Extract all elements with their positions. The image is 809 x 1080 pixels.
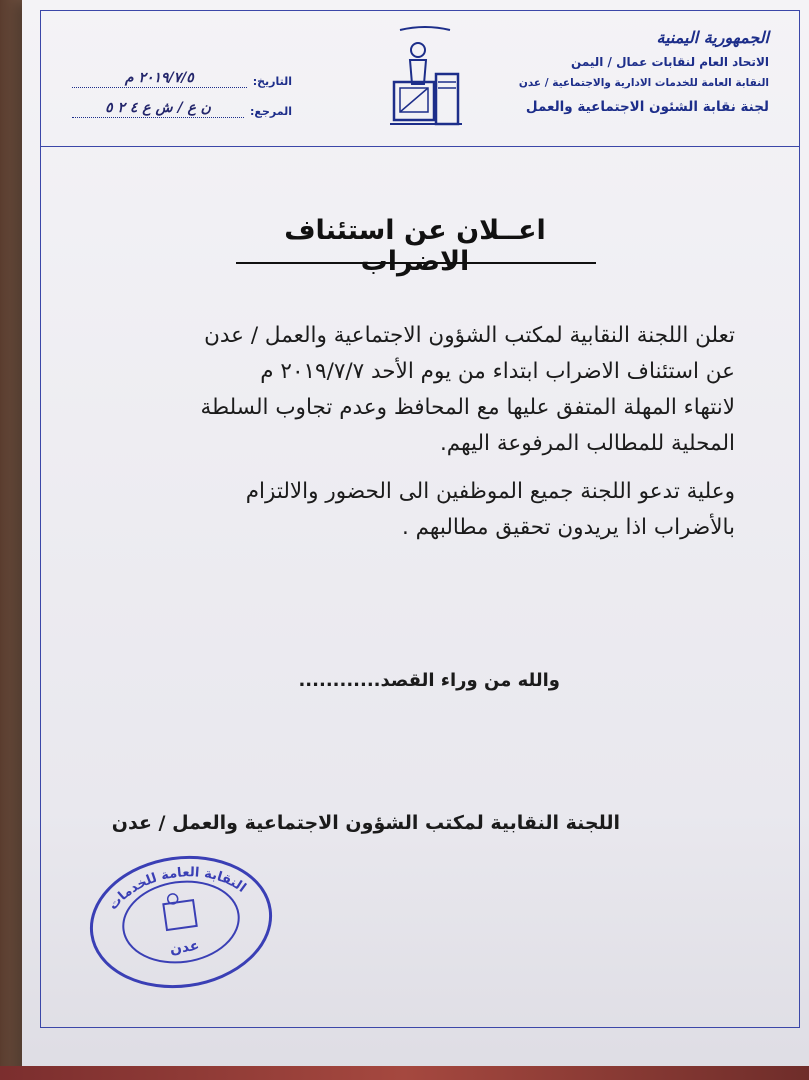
body-line: بالأضراب اذا يريدون تحقيق مطالبهم . [401, 515, 735, 540]
stamp-outer-text: النقابة العامة للخدمات [105, 865, 249, 914]
header-divider [40, 146, 800, 147]
union-general: النقابة العامة للخدمات الادارية والاجتماعية / عدن [518, 77, 769, 89]
title-underline [236, 262, 596, 264]
reference-label: المرجع: [250, 105, 292, 118]
letterhead-left [72, 58, 292, 118]
committee-name: لجنة نقابة الشئون الاجتماعية والعمل [525, 99, 769, 115]
reference-row [72, 88, 292, 118]
union-federation: الاتحاد العام لنقابات عمال / اليمن [571, 55, 769, 69]
body-line: المحلية للمطالب المرفوعة اليهم. [439, 431, 735, 456]
date-label: التاريخ: [252, 75, 292, 88]
body-line: وعلية تدعو اللجنة جميع الموظفين الى الحضور والالتزام [245, 479, 735, 504]
date-value: ٢٠١٩/٧/٥ م [72, 70, 247, 88]
announcement-title: اعــلان عن استئناف الاضراب [284, 215, 546, 277]
signature-line: اللجنة النقابية لمكتب الشؤون الاجتماعية والعمل / عدن [111, 812, 620, 834]
republic-name: الجمهورية اليمنية [656, 28, 769, 47]
closing-phrase: والله من وراء القصد............ [298, 670, 560, 691]
announcement-body [70, 318, 735, 546]
union-stamp [77, 839, 285, 1004]
body-line: لانتهاء المهلة المتفق عليها مع المحافظ وعدم تجاوب السلطة [200, 395, 735, 420]
background-strip [0, 1066, 809, 1080]
union-logo-icon [380, 22, 470, 132]
reference-value: ن ع / ش ع ٤ ٢ ٥ [72, 100, 244, 118]
letterhead-right [469, 28, 769, 115]
stamp-city: عدن [168, 937, 201, 958]
body-line: تعلن اللجنة النقابية لمكتب الشؤون الاجتماعية والعمل / عدن [204, 323, 735, 348]
body-line: عن استئناف الاضراب ابتداء من يوم الأحد ٢٠١٩/٧/٧ م [260, 359, 735, 384]
date-row [72, 58, 292, 88]
